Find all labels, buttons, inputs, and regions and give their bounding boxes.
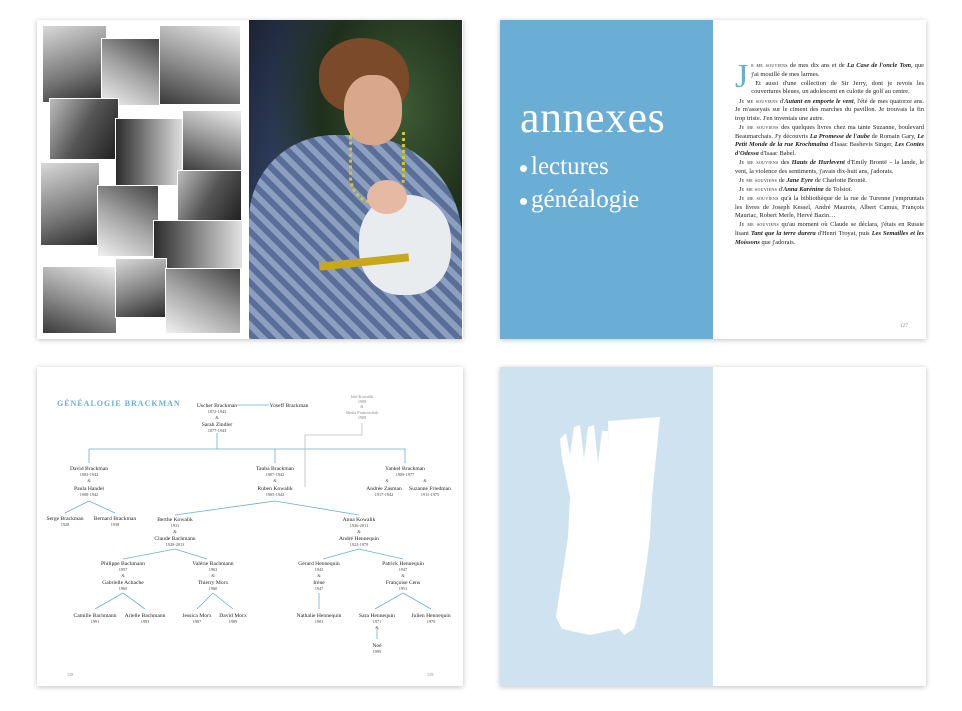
marriage-sign: & xyxy=(357,529,361,534)
person-name: Uscher Brackman xyxy=(196,403,238,409)
marriage-sign: & xyxy=(385,478,389,483)
person-dates: 1938 xyxy=(110,522,120,527)
person-name: Ruben Kowalik xyxy=(257,486,293,492)
paragraph-text: de Romain Gary, xyxy=(869,132,918,140)
memories-text xyxy=(735,58,925,248)
person-name: Tauba Brackman xyxy=(256,466,294,472)
memory-paragraph xyxy=(735,62,924,79)
gloves-blank-page xyxy=(713,367,926,686)
person-name: Idel Kowalik xyxy=(351,394,373,399)
person-dates: 1908 xyxy=(357,399,367,404)
small-caps-phrase: Je me souviens xyxy=(739,123,779,131)
marriage-sign: & xyxy=(87,478,91,483)
person-name: Thierry Morx xyxy=(197,580,229,586)
person-dates: 1947 xyxy=(398,567,408,572)
memory-paragraph xyxy=(735,98,924,124)
bullet-icon xyxy=(520,198,527,205)
photo-collage xyxy=(37,20,247,339)
paragraph-text: d'Henri Troyat, puis xyxy=(815,230,872,238)
person-dates: 1903-1942 xyxy=(79,472,99,477)
mother-and-baby-photo xyxy=(249,20,462,339)
person-name: Berthe Kowalik xyxy=(157,517,193,523)
person-dates: 1951 xyxy=(398,586,408,591)
paragraph-text: des xyxy=(778,158,792,166)
marriage-sign: & xyxy=(273,478,277,483)
person-dates: 1908-1942 xyxy=(79,492,99,497)
person-name: Noé xyxy=(372,643,382,649)
person-dates: 1928-2013 xyxy=(165,542,185,547)
gloves-page xyxy=(500,367,713,686)
annexes-list xyxy=(520,150,639,216)
person-name: Andrée Zasman xyxy=(366,486,402,492)
person-name: Sheila Francowitzk xyxy=(345,410,379,415)
book-title: Hauts de Hurlevent xyxy=(791,158,845,166)
small-caps-phrase: Je me souviens xyxy=(739,185,778,193)
collage-photo xyxy=(115,258,167,318)
memory-paragraph xyxy=(735,186,924,195)
person-dates: 1877-1943 xyxy=(207,428,227,433)
person-name: Bernard Brackman xyxy=(93,516,137,522)
person-name: Suzanne Friedman xyxy=(409,486,451,492)
paragraph-text: qu'à la bibliothèque de la rue de Turenne j'empruntais les livres de Joseph Kessel, André Maurois, Albert Camus, François Mauriac, Robert Merle, Hervé Bazin… xyxy=(735,195,924,220)
person-dates: 1960 xyxy=(208,586,218,591)
person-dates: 1926-2011 xyxy=(349,523,369,528)
memory-paragraph xyxy=(735,80,924,97)
memory-paragraph xyxy=(735,177,924,186)
annexes-left-page xyxy=(500,20,713,339)
person-dates: 1908 xyxy=(357,415,367,420)
person-dates: 1943 xyxy=(314,567,324,572)
person-name: Yoseff Brackman xyxy=(269,403,309,409)
person-name: Arielle Bachmann xyxy=(124,613,166,619)
person-dates: 1947 xyxy=(314,586,324,591)
paragraph-text: d' xyxy=(777,97,785,105)
collage-photo xyxy=(165,268,241,334)
drop-cap: J xyxy=(735,58,749,95)
person-dates: 1963 xyxy=(208,567,218,572)
page-number-right: 129 xyxy=(427,672,434,677)
person-dates: 1981 xyxy=(314,619,324,624)
gloves-spread xyxy=(500,367,926,686)
small-caps-phrase: Je me souviens xyxy=(739,221,779,229)
memory-paragraph xyxy=(735,221,924,247)
book-title: La Case de l'oncle Tom xyxy=(846,62,911,69)
memory-paragraph xyxy=(735,195,924,221)
person-name: Irène xyxy=(313,580,325,586)
bullet-icon xyxy=(520,165,527,172)
marriage-sign: & xyxy=(401,573,405,578)
person-dates: 1979 xyxy=(426,619,436,624)
marriage-sign: & xyxy=(211,573,215,578)
marriage-sign: & xyxy=(317,573,321,578)
person-dates: 1928 xyxy=(60,522,70,527)
book-title: Jane Eyre xyxy=(786,176,814,184)
small-caps-phrase: Je me souviens xyxy=(739,176,778,184)
marriage-sign: & xyxy=(173,529,177,534)
person-name: Yankel Brackman xyxy=(385,466,425,472)
genealogy-title: GÉNÉALOGIE BRACKMAN xyxy=(57,399,181,408)
person-name: Gabrielle Achache xyxy=(102,580,144,586)
small-caps-phrase: Je me souviens xyxy=(739,97,778,105)
paragraph-text: d'Isaac Babel. xyxy=(758,149,796,157)
person-dates: 1987 xyxy=(192,619,202,624)
book-title: Anna Karénine xyxy=(783,185,824,193)
page-number-left: 128 xyxy=(67,672,74,677)
person-name: Gérard Hennequin xyxy=(298,561,340,567)
person-name: Julien Hennequin xyxy=(411,613,451,619)
person-dates: 1993 xyxy=(140,619,150,624)
paragraph-text: de Charlotte Brontë. xyxy=(813,176,867,184)
collage-photo xyxy=(97,185,159,257)
paragraph-text: qu'au moment où Claude se déclara, j'étais en Russie lisant xyxy=(735,221,924,238)
person-name: Sara Hennequin xyxy=(359,613,395,619)
person-dates: 1931 xyxy=(170,523,180,528)
paragraph-text: Et aussi d'une collection de Sir Jerry, dont je revois les couvertures bleues, un adolescent en culotte de golf au centre. xyxy=(751,79,924,96)
person-name: David Brackman xyxy=(69,466,109,472)
paragraph-text: d' xyxy=(777,185,784,193)
small-caps-phrase: Je me souviens xyxy=(739,158,779,166)
annexes-item: lectures xyxy=(520,150,639,183)
collage-photo xyxy=(159,25,241,105)
person-dates: 1909-1977 xyxy=(395,472,415,477)
person-dates: 1999 xyxy=(372,649,382,654)
page-number: 127 xyxy=(899,323,908,329)
book-title: La Promesse de l'aube xyxy=(809,132,870,140)
collage-photo xyxy=(42,266,117,334)
marriage-sign: & xyxy=(360,404,364,409)
person-dates: 1989 xyxy=(228,619,238,624)
paragraph-text: de xyxy=(777,176,787,184)
annexes-right-page xyxy=(713,20,926,339)
person-dates: 1917-1942 xyxy=(374,492,394,497)
person-name: Sarah Zindler xyxy=(201,422,233,428)
person-name: Philippe Bachmann xyxy=(101,561,145,567)
paragraph-text: , que j'ai mouillé de mes larmes. xyxy=(751,62,924,78)
marriage-sign: & xyxy=(215,415,219,420)
collage-photo xyxy=(49,98,119,160)
collage-photo xyxy=(101,38,163,106)
paragraph-text: d'Emily Brontë – la lande, le vent, la violence des sentiments, j'avais dix-huit ans, j'adorais. xyxy=(735,158,924,175)
collage-photo xyxy=(177,170,242,225)
person-name: Jessica Morx xyxy=(182,613,212,619)
glove-icon xyxy=(556,417,660,635)
book-title: Autant en emporte le vent xyxy=(784,97,854,105)
person-dates: 1911-1975 xyxy=(420,492,440,497)
person-name: Patrick Hennequin xyxy=(382,561,424,567)
collage-photo xyxy=(42,25,107,103)
collage-photo xyxy=(182,110,242,172)
person-dates: 1971 xyxy=(372,619,382,624)
person-dates: 1907-1942 xyxy=(265,472,285,477)
person-name: Françoise Cens xyxy=(385,580,421,586)
memory-paragraph xyxy=(735,124,924,158)
book-title: Tant que la terre durera xyxy=(750,230,816,238)
annexes-spread xyxy=(500,20,926,339)
annexes-title: annexes xyxy=(520,93,666,142)
book-title: Les Contes d'Odessa xyxy=(735,141,925,157)
person-name: Claude Bachmann xyxy=(154,536,196,542)
paragraph-text: des quelques livres chez ma tante Suzanne, boulevard Beaumarchais. J'y découvris xyxy=(735,123,924,140)
marriage-sign: & xyxy=(423,478,427,483)
paragraph-text: d'Isaac Bashevis Singer, xyxy=(828,141,895,149)
person-name: André Hennequin xyxy=(339,536,379,542)
person-name: David Morx xyxy=(219,613,247,619)
person-name: Nathalie Hennequin xyxy=(296,613,342,619)
collage-photo xyxy=(115,118,185,186)
person-name: Valérie Bachmann xyxy=(192,561,234,567)
person-dates: 1991 xyxy=(90,619,100,624)
collage-photo xyxy=(40,162,100,246)
photo-spread xyxy=(37,20,463,339)
family-tree xyxy=(37,367,463,686)
person-name: Camille Bachmann xyxy=(73,613,117,619)
person-dates: 1872-1943 xyxy=(207,409,227,414)
person-dates: 1922-1979 xyxy=(349,542,369,547)
person-name: Paula Handel xyxy=(74,486,104,492)
paragraph-text: que j'adorais. xyxy=(759,238,796,246)
book-title: Le Petit Monde de la rue Krochmalna xyxy=(735,132,924,149)
person-dates: 1965 xyxy=(118,586,128,591)
paragraph-text: , l'été de mes quatorze ans. Je m'asseyais sur le ciment des marches du pavillon. Je trouvais la fin trop triste. J'en inventais une autre. xyxy=(735,97,925,122)
book-title: Les Semailles et les Moissons xyxy=(735,230,924,246)
tree-lines xyxy=(65,405,431,639)
genealogy-spread xyxy=(37,367,463,686)
person-dates: 1957 xyxy=(118,567,128,572)
memory-paragraph xyxy=(735,159,924,176)
tree-people xyxy=(46,394,451,654)
person-name: Anna Kowalik xyxy=(342,517,376,523)
baby-shape xyxy=(359,195,451,295)
paragraph-text: de mes dix ans et de xyxy=(787,62,847,69)
paragraph-text: de Tolstoï. xyxy=(823,185,853,193)
person-dates: 1905-1942 xyxy=(265,492,285,497)
small-caps-phrase: Je me souviens xyxy=(739,195,779,203)
annexes-item: généalogie xyxy=(520,183,639,216)
person-name: Serge Brackman xyxy=(46,516,84,522)
glove-illustration xyxy=(500,367,713,686)
marriage-sign: & xyxy=(375,625,379,630)
baby-head-shape xyxy=(367,180,407,214)
small-caps-phrase: e me souviens xyxy=(751,62,788,69)
marriage-sign: & xyxy=(121,573,125,578)
